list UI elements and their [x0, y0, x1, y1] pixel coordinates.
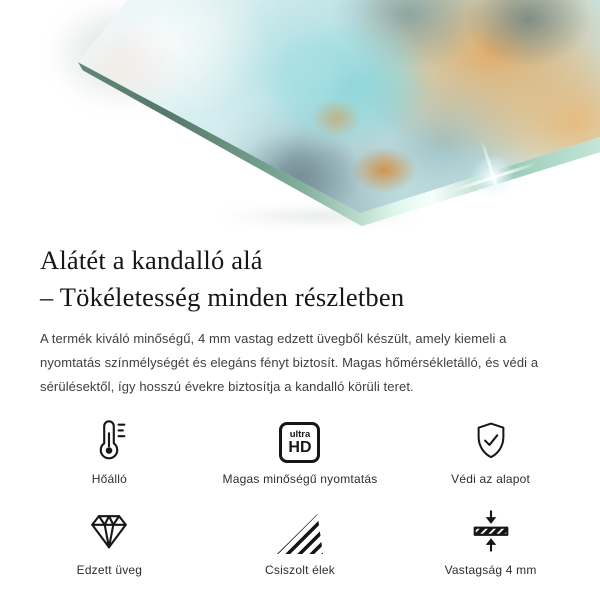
feature-label: Védi az alapot — [451, 472, 531, 486]
feature-tempered-glass — [30, 506, 189, 577]
features-grid — [0, 415, 600, 577]
polished-edges-icon — [277, 506, 323, 554]
feature-thickness — [411, 506, 570, 577]
title-line-2: – Tökéletesség minden részletben — [40, 282, 405, 312]
diagonal-stripes-glyph — [277, 514, 323, 554]
feature-label: Vastagság 4 mm — [444, 563, 537, 577]
feature-label: Hőálló — [91, 472, 128, 486]
page-title — [40, 242, 560, 316]
feature-print-quality — [189, 415, 411, 486]
sparkle-glow — [464, 148, 522, 206]
feature-heat-resistant — [30, 415, 189, 486]
ultra-hd-badge — [279, 422, 320, 463]
product-image — [0, 0, 600, 236]
product-description: A termék kiváló minőségű, 4 mm vastag edzett üvegből készült, amely kiemeli a nyomtatás színmélységét és elegáns fényt biztosít. Magas hőmérsékletálló, és védi a sérülésektől, így hosszú évekre biztosítja a kandalló körüli teret. — [40, 331, 539, 394]
thermometer-icon — [86, 415, 132, 463]
feature-base-protection — [411, 415, 570, 486]
glass-drop-shadow — [170, 206, 470, 232]
diamond-icon — [86, 506, 132, 554]
ultra-hd-badge-icon — [279, 415, 320, 463]
feature-polished-edges — [189, 506, 411, 577]
thickness-press-icon — [468, 506, 514, 554]
badge-text-ultra: ultra — [289, 429, 311, 440]
feature-label: Edzett üveg — [76, 563, 143, 577]
feature-label: Csiszolt élek — [265, 563, 335, 577]
title-line-1: Alátét a kandalló alá — [40, 245, 263, 275]
badge-text-hd: HD — [288, 439, 312, 456]
shield-check-icon — [469, 415, 513, 463]
feature-label: Magas minőségű nyomtatás — [222, 472, 378, 486]
